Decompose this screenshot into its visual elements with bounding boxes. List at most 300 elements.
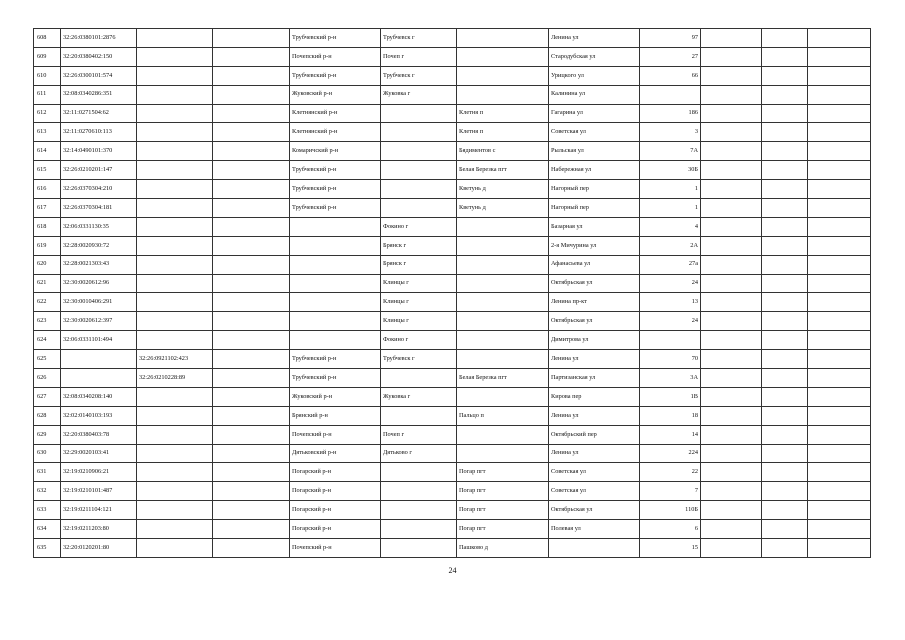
- cadastral-number-cell: 32:28:0021303:43: [61, 255, 137, 274]
- cadastral-number-alt-cell: [137, 539, 213, 558]
- district-cell: [290, 331, 381, 350]
- locality-cell: Пальцо п: [457, 406, 549, 425]
- row-number-cell: 619: [34, 236, 61, 255]
- table-row: [34, 312, 871, 331]
- row-number-cell: 611: [34, 85, 61, 104]
- row-number-cell: 610: [34, 66, 61, 85]
- cadastral-number-alt-cell: [137, 66, 213, 85]
- empty-cell: [213, 350, 290, 369]
- locality-cell: [457, 387, 549, 406]
- empty-cell: [701, 255, 762, 274]
- locality-cell: [457, 217, 549, 236]
- house-number-cell: 22: [640, 463, 701, 482]
- district-cell: Клетнянский р-н: [290, 104, 381, 123]
- table-row: [34, 463, 871, 482]
- cadastral-number-cell: 32:08:0340208:140: [61, 387, 137, 406]
- cadastral-number-cell: 32:20:0380403:78: [61, 425, 137, 444]
- empty-cell: [213, 29, 290, 48]
- empty-cell: [213, 444, 290, 463]
- empty-cell: [213, 539, 290, 558]
- empty-cell: [808, 161, 871, 180]
- locality-cell: [457, 29, 549, 48]
- empty-cell: [213, 47, 290, 66]
- city-cell: Трубчевск г: [381, 350, 457, 369]
- row-number-cell: 624: [34, 331, 61, 350]
- table-row: [34, 331, 871, 350]
- street-cell: Гагарина ул: [549, 104, 640, 123]
- empty-cell: [808, 482, 871, 501]
- city-cell: [381, 123, 457, 142]
- empty-cell: [701, 217, 762, 236]
- city-cell: Почеп г: [381, 47, 457, 66]
- empty-cell: [213, 161, 290, 180]
- city-cell: [381, 199, 457, 218]
- district-cell: [290, 217, 381, 236]
- cadastral-number-alt-cell: [137, 425, 213, 444]
- street-cell: Полевая ул: [549, 520, 640, 539]
- city-cell: [381, 180, 457, 199]
- locality-cell: [457, 331, 549, 350]
- city-cell: [381, 104, 457, 123]
- district-cell: Почепский р-н: [290, 539, 381, 558]
- cadastral-number-cell: 32:19:0210101:487: [61, 482, 137, 501]
- locality-cell: [457, 312, 549, 331]
- district-cell: Трубчевский р-н: [290, 199, 381, 218]
- cadastral-number-alt-cell: [137, 293, 213, 312]
- empty-cell: [808, 539, 871, 558]
- street-cell: Ленина ул: [549, 350, 640, 369]
- row-number-cell: 627: [34, 387, 61, 406]
- cadastral-number-alt-cell: [137, 387, 213, 406]
- city-cell: Дятьково г: [381, 444, 457, 463]
- empty-cell: [762, 180, 808, 199]
- house-number-cell: 27а: [640, 255, 701, 274]
- row-number-cell: 616: [34, 180, 61, 199]
- cadastral-number-alt-cell: [137, 274, 213, 293]
- empty-cell: [701, 539, 762, 558]
- empty-cell: [762, 463, 808, 482]
- row-number-cell: 621: [34, 274, 61, 293]
- empty-cell: [762, 66, 808, 85]
- row-number-cell: 620: [34, 255, 61, 274]
- house-number-cell: 97: [640, 29, 701, 48]
- empty-cell: [701, 387, 762, 406]
- cadastral-number-alt-cell: [137, 142, 213, 161]
- table-row: [34, 180, 871, 199]
- empty-cell: [808, 369, 871, 388]
- cadastral-number-cell: 32:26:0210201:147: [61, 161, 137, 180]
- table-row: [34, 123, 871, 142]
- empty-cell: [213, 369, 290, 388]
- cadastral-number-cell: 32:02:0140103:193: [61, 406, 137, 425]
- cadastral-number-alt-cell: [137, 255, 213, 274]
- empty-cell: [701, 369, 762, 388]
- empty-cell: [808, 123, 871, 142]
- street-cell: Октябрьский пер: [549, 425, 640, 444]
- house-number-cell: 30Б: [640, 161, 701, 180]
- empty-cell: [701, 161, 762, 180]
- house-number-cell: 7А: [640, 142, 701, 161]
- empty-cell: [701, 331, 762, 350]
- empty-cell: [808, 463, 871, 482]
- cadastral-number-cell: 32:08:0340286:351: [61, 85, 137, 104]
- empty-cell: [762, 482, 808, 501]
- row-number-cell: 617: [34, 199, 61, 218]
- cadastral-number-cell: 32:26:0370304:181: [61, 199, 137, 218]
- cadastral-number-alt-cell: [137, 520, 213, 539]
- cadastral-number-alt-cell: 32:26:0921102:423: [137, 350, 213, 369]
- empty-cell: [808, 274, 871, 293]
- locality-cell: [457, 274, 549, 293]
- locality-cell: Погар пгт: [457, 501, 549, 520]
- empty-cell: [762, 387, 808, 406]
- city-cell: Трубчевск г: [381, 66, 457, 85]
- empty-cell: [762, 217, 808, 236]
- empty-cell: [808, 293, 871, 312]
- cadastral-number-cell: 32:19:0211203:80: [61, 520, 137, 539]
- empty-cell: [213, 387, 290, 406]
- row-number-cell: 622: [34, 293, 61, 312]
- empty-cell: [762, 29, 808, 48]
- cadastral-number-cell: 32:11:0271504:62: [61, 104, 137, 123]
- city-cell: Брянск г: [381, 255, 457, 274]
- empty-cell: [762, 236, 808, 255]
- table-row: [34, 255, 871, 274]
- locality-cell: Погар пгт: [457, 520, 549, 539]
- empty-cell: [808, 520, 871, 539]
- table-row: [34, 482, 871, 501]
- empty-cell: [701, 199, 762, 218]
- table-row: [34, 406, 871, 425]
- house-number-cell: 3: [640, 123, 701, 142]
- row-number-cell: 634: [34, 520, 61, 539]
- empty-cell: [213, 85, 290, 104]
- row-number-cell: 625: [34, 350, 61, 369]
- empty-cell: [701, 47, 762, 66]
- cadastral-number-alt-cell: [137, 199, 213, 218]
- cadastral-number-cell: 32:14:0490101:370: [61, 142, 137, 161]
- row-number-cell: 630: [34, 444, 61, 463]
- street-cell: Кирова пер: [549, 387, 640, 406]
- empty-cell: [701, 501, 762, 520]
- street-cell: Октябрьская ул: [549, 274, 640, 293]
- district-cell: Трубчевский р-н: [290, 66, 381, 85]
- house-number-cell: [640, 331, 701, 350]
- cadastral-number-cell: 32:06:0331101:494: [61, 331, 137, 350]
- empty-cell: [213, 293, 290, 312]
- empty-cell: [762, 85, 808, 104]
- cadastral-number-cell: 32:19:0210906:21: [61, 463, 137, 482]
- street-cell: Нагорный пер: [549, 180, 640, 199]
- street-cell: Стародубская ул: [549, 47, 640, 66]
- empty-cell: [808, 255, 871, 274]
- cadastral-number-alt-cell: 32:26:0210228:89: [137, 369, 213, 388]
- empty-cell: [701, 425, 762, 444]
- table-row: [34, 66, 871, 85]
- street-cell: Рыльская ул: [549, 142, 640, 161]
- empty-cell: [213, 142, 290, 161]
- table-row: [34, 47, 871, 66]
- street-cell: Базарная ул: [549, 217, 640, 236]
- district-cell: Брянский р-н: [290, 406, 381, 425]
- house-number-cell: 13: [640, 293, 701, 312]
- cadastral-number-alt-cell: [137, 29, 213, 48]
- district-cell: [290, 274, 381, 293]
- registry-table: [33, 28, 871, 558]
- cadastral-number-cell: 32:28:0020930:72: [61, 236, 137, 255]
- cadastral-number-cell: 32:11:0270610:113: [61, 123, 137, 142]
- house-number-cell: 3А: [640, 369, 701, 388]
- cadastral-number-cell: 32:19:0211104:121: [61, 501, 137, 520]
- row-number-cell: 631: [34, 463, 61, 482]
- city-cell: [381, 482, 457, 501]
- locality-cell: Бядиментов с: [457, 142, 549, 161]
- empty-cell: [808, 142, 871, 161]
- table-row: [34, 387, 871, 406]
- street-cell: Димитрова ул: [549, 331, 640, 350]
- locality-cell: Клетня п: [457, 104, 549, 123]
- locality-cell: [457, 236, 549, 255]
- cadastral-number-alt-cell: [137, 331, 213, 350]
- house-number-cell: 7: [640, 482, 701, 501]
- empty-cell: [701, 29, 762, 48]
- street-cell: Ленина ул: [549, 444, 640, 463]
- row-number-cell: 618: [34, 217, 61, 236]
- empty-cell: [213, 331, 290, 350]
- district-cell: [290, 255, 381, 274]
- city-cell: [381, 161, 457, 180]
- house-number-cell: 1: [640, 199, 701, 218]
- empty-cell: [213, 199, 290, 218]
- city-cell: Брянск г: [381, 236, 457, 255]
- empty-cell: [762, 255, 808, 274]
- row-number-cell: 614: [34, 142, 61, 161]
- empty-cell: [762, 539, 808, 558]
- cadastral-number-alt-cell: [137, 47, 213, 66]
- empty-cell: [808, 425, 871, 444]
- house-number-cell: 110Б: [640, 501, 701, 520]
- empty-cell: [701, 293, 762, 312]
- empty-cell: [213, 501, 290, 520]
- cadastral-number-alt-cell: [137, 104, 213, 123]
- district-cell: Жуковский р-н: [290, 85, 381, 104]
- city-cell: Клинцы г: [381, 274, 457, 293]
- empty-cell: [762, 369, 808, 388]
- district-cell: Клетнянский р-н: [290, 123, 381, 142]
- locality-cell: [457, 425, 549, 444]
- table-row: [34, 425, 871, 444]
- city-cell: [381, 501, 457, 520]
- cadastral-number-cell: 32:26:0380101:2876: [61, 29, 137, 48]
- empty-cell: [808, 199, 871, 218]
- table-row: [34, 350, 871, 369]
- district-cell: Погарский р-н: [290, 501, 381, 520]
- empty-cell: [762, 274, 808, 293]
- locality-cell: Погар пгт: [457, 463, 549, 482]
- empty-cell: [701, 85, 762, 104]
- district-cell: Трубчевский р-н: [290, 369, 381, 388]
- empty-cell: [213, 123, 290, 142]
- table-row: [34, 444, 871, 463]
- empty-cell: [808, 47, 871, 66]
- empty-cell: [762, 47, 808, 66]
- empty-cell: [701, 444, 762, 463]
- cadastral-number-cell: 32:30:0020612:397: [61, 312, 137, 331]
- house-number-cell: [640, 85, 701, 104]
- locality-cell: Кветунь д: [457, 199, 549, 218]
- empty-cell: [701, 406, 762, 425]
- district-cell: Погарский р-н: [290, 520, 381, 539]
- table-row: [34, 85, 871, 104]
- row-number-cell: 613: [34, 123, 61, 142]
- empty-cell: [701, 274, 762, 293]
- empty-cell: [808, 350, 871, 369]
- house-number-cell: 24: [640, 274, 701, 293]
- house-number-cell: 70: [640, 350, 701, 369]
- table-row: [34, 520, 871, 539]
- empty-cell: [808, 387, 871, 406]
- empty-cell: [213, 520, 290, 539]
- empty-cell: [762, 293, 808, 312]
- empty-cell: [213, 274, 290, 293]
- locality-cell: Погар пгт: [457, 482, 549, 501]
- city-cell: [381, 539, 457, 558]
- empty-cell: [808, 180, 871, 199]
- empty-cell: [808, 406, 871, 425]
- locality-cell: [457, 293, 549, 312]
- house-number-cell: 18: [640, 406, 701, 425]
- street-cell: Октябрьская ул: [549, 501, 640, 520]
- empty-cell: [701, 350, 762, 369]
- city-cell: Трубчевск г: [381, 29, 457, 48]
- street-cell: Советская ул: [549, 463, 640, 482]
- district-cell: Почепский р-н: [290, 425, 381, 444]
- cadastral-number-cell: 32:30:0020612:96: [61, 274, 137, 293]
- cadastral-number-alt-cell: [137, 406, 213, 425]
- street-cell: Ленина ул: [549, 29, 640, 48]
- empty-cell: [213, 463, 290, 482]
- city-cell: [381, 463, 457, 482]
- empty-cell: [213, 180, 290, 199]
- district-cell: Трубчевский р-н: [290, 29, 381, 48]
- table-row: [34, 104, 871, 123]
- cadastral-number-alt-cell: [137, 482, 213, 501]
- empty-cell: [808, 331, 871, 350]
- street-cell: 2-я Мичурина ул: [549, 236, 640, 255]
- city-cell: Фокино г: [381, 217, 457, 236]
- cadastral-number-cell: 32:20:0120201:80: [61, 539, 137, 558]
- cadastral-number-cell: 32:30:0010406:291: [61, 293, 137, 312]
- empty-cell: [701, 180, 762, 199]
- empty-cell: [762, 312, 808, 331]
- district-cell: [290, 293, 381, 312]
- empty-cell: [213, 255, 290, 274]
- row-number-cell: 608: [34, 29, 61, 48]
- empty-cell: [701, 123, 762, 142]
- house-number-cell: 1В: [640, 387, 701, 406]
- empty-cell: [213, 217, 290, 236]
- cadastral-number-alt-cell: [137, 501, 213, 520]
- page-number: 24: [448, 566, 457, 575]
- house-number-cell: 15: [640, 539, 701, 558]
- empty-cell: [808, 444, 871, 463]
- city-cell: [381, 406, 457, 425]
- cadastral-number-alt-cell: [137, 444, 213, 463]
- city-cell: [381, 369, 457, 388]
- street-cell: Урицкого ул: [549, 66, 640, 85]
- house-number-cell: 1: [640, 180, 701, 199]
- empty-cell: [701, 236, 762, 255]
- empty-cell: [701, 66, 762, 85]
- empty-cell: [213, 104, 290, 123]
- locality-cell: Белая Березка пгт: [457, 369, 549, 388]
- cadastral-number-cell: 32:26:0300101:574: [61, 66, 137, 85]
- house-number-cell: 4: [640, 217, 701, 236]
- table-row: [34, 217, 871, 236]
- district-cell: Трубчевский р-н: [290, 350, 381, 369]
- locality-cell: [457, 255, 549, 274]
- house-number-cell: 186: [640, 104, 701, 123]
- empty-cell: [701, 520, 762, 539]
- locality-cell: [457, 444, 549, 463]
- table-row: [34, 142, 871, 161]
- empty-cell: [762, 406, 808, 425]
- empty-cell: [701, 482, 762, 501]
- empty-cell: [213, 66, 290, 85]
- empty-cell: [762, 123, 808, 142]
- cadastral-number-cell: [61, 350, 137, 369]
- street-cell: Калинина ул: [549, 85, 640, 104]
- cadastral-number-cell: 32:26:0370304:210: [61, 180, 137, 199]
- street-cell: Партизанская ул: [549, 369, 640, 388]
- street-cell: Советская ул: [549, 482, 640, 501]
- city-cell: Клинцы г: [381, 293, 457, 312]
- district-cell: [290, 312, 381, 331]
- locality-cell: [457, 66, 549, 85]
- row-number-cell: 633: [34, 501, 61, 520]
- cadastral-number-cell: [61, 369, 137, 388]
- empty-cell: [808, 29, 871, 48]
- cadastral-number-alt-cell: [137, 217, 213, 236]
- city-cell: Почеп г: [381, 425, 457, 444]
- empty-cell: [213, 406, 290, 425]
- row-number-cell: 628: [34, 406, 61, 425]
- empty-cell: [762, 142, 808, 161]
- cadastral-number-alt-cell: [137, 161, 213, 180]
- street-cell: Набережная ул: [549, 161, 640, 180]
- table-row: [34, 274, 871, 293]
- district-cell: [290, 236, 381, 255]
- empty-cell: [808, 236, 871, 255]
- city-cell: [381, 520, 457, 539]
- city-cell: Жуковка г: [381, 85, 457, 104]
- cadastral-number-cell: 32:29:0020103:41: [61, 444, 137, 463]
- empty-cell: [808, 217, 871, 236]
- empty-cell: [701, 142, 762, 161]
- cadastral-number-alt-cell: [137, 123, 213, 142]
- street-cell: Афанасьева ул: [549, 255, 640, 274]
- empty-cell: [701, 312, 762, 331]
- house-number-cell: 14: [640, 425, 701, 444]
- empty-cell: [762, 199, 808, 218]
- row-number-cell: 626: [34, 369, 61, 388]
- empty-cell: [762, 161, 808, 180]
- row-number-cell: 632: [34, 482, 61, 501]
- empty-cell: [762, 520, 808, 539]
- cadastral-number-cell: 32:06:0331130:35: [61, 217, 137, 236]
- table-row: [34, 29, 871, 48]
- district-cell: Трубчевский р-н: [290, 161, 381, 180]
